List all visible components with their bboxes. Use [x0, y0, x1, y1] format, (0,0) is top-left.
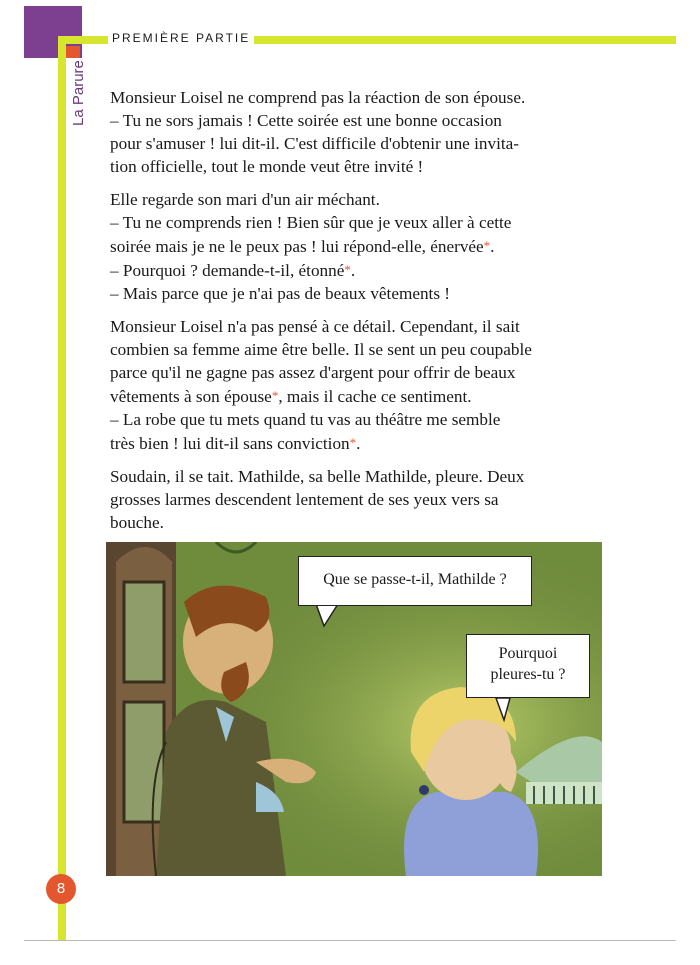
speech-bubble — [466, 634, 590, 698]
text-line: combien sa femme aime être belle. Il se sent un peu coupable — [110, 340, 532, 359]
glossary-star: * — [271, 388, 279, 403]
text-segment: – Pourquoi ? demande-t-il, étonné — [110, 261, 345, 280]
bubble-line: Pourquoi — [498, 645, 558, 662]
book-title-vertical: La Parure — [70, 60, 87, 126]
text-line: – Tu ne comprends rien ! Bien sûr que je veux aller à cette — [110, 213, 512, 232]
bottom-rule — [24, 940, 676, 941]
text-line: pour s'amuser ! lui dit-il. C'est difficile d'obtenir une invita- — [110, 134, 519, 153]
paragraph — [110, 465, 604, 534]
glossary-star: * — [349, 435, 357, 450]
paragraph — [110, 188, 604, 305]
text-line: – Tu ne sors jamais ! Cette soirée est une bonne occasion — [110, 111, 502, 130]
text-line: – La robe que tu mets quand tu vas au théâtre me semble — [110, 410, 501, 429]
speech-bubble: Que se passe-t-il, Mathilde ? — [298, 556, 532, 606]
text-line: grosses larmes descendent lentement de ses yeux vers sa — [110, 490, 499, 509]
text-line: Elle regarde son mari d'un air méchant. — [110, 190, 380, 209]
text-line: – Mais parce que je n'ai pas de beaux vêtements ! — [110, 284, 451, 303]
paragraph — [110, 86, 604, 178]
comic-illustration — [106, 542, 602, 876]
text-line-with-note: – Pourquoi ? demande-t-il, étonné*. — [110, 261, 356, 280]
text-segment: très bien ! lui dit-il sans conviction — [110, 434, 350, 453]
text-segment: vêtements à son épouse — [110, 387, 272, 406]
text-line: bouche. — [110, 513, 164, 532]
paragraph — [110, 315, 604, 455]
part-label: PREMIÈRE PARTIE — [108, 31, 254, 45]
text-line-with-note — [110, 384, 604, 408]
text-line: Monsieur Loisel n'a pas pensé à ce détail. Cependant, il sait — [110, 317, 520, 336]
text-line: Monsieur Loisel ne comprend pas la réaction de son épouse. — [110, 88, 526, 107]
text-line: parce qu'il ne gagne pas assez d'argent pour offrir de beaux — [110, 363, 516, 382]
text-segment: soirée mais je ne le peux pas ! lui répond-elle, énervée — [110, 237, 484, 256]
side-tab — [66, 46, 80, 58]
text-line: Soudain, il se tait. Mathilde, sa belle Mathilde, pleure. Deux — [110, 467, 525, 486]
glossary-star: * — [344, 262, 351, 277]
text-line: tion officielle, tout le monde veut être invité ! — [110, 157, 424, 176]
glossary-star: * — [483, 238, 491, 253]
page-number: 8 — [46, 874, 76, 904]
vertical-accent-bar — [58, 36, 66, 941]
text-line-with-note: très bien ! lui dit-il sans conviction*. — [110, 434, 361, 453]
text-segment: , mais il cache ce sentiment. — [278, 387, 472, 406]
bubble-line: pleures-tu ? — [490, 666, 566, 683]
text-line-with-note: soirée mais je ne le peux pas ! lui répond-elle, énervée*. — [110, 237, 495, 256]
story-text — [110, 86, 604, 544]
